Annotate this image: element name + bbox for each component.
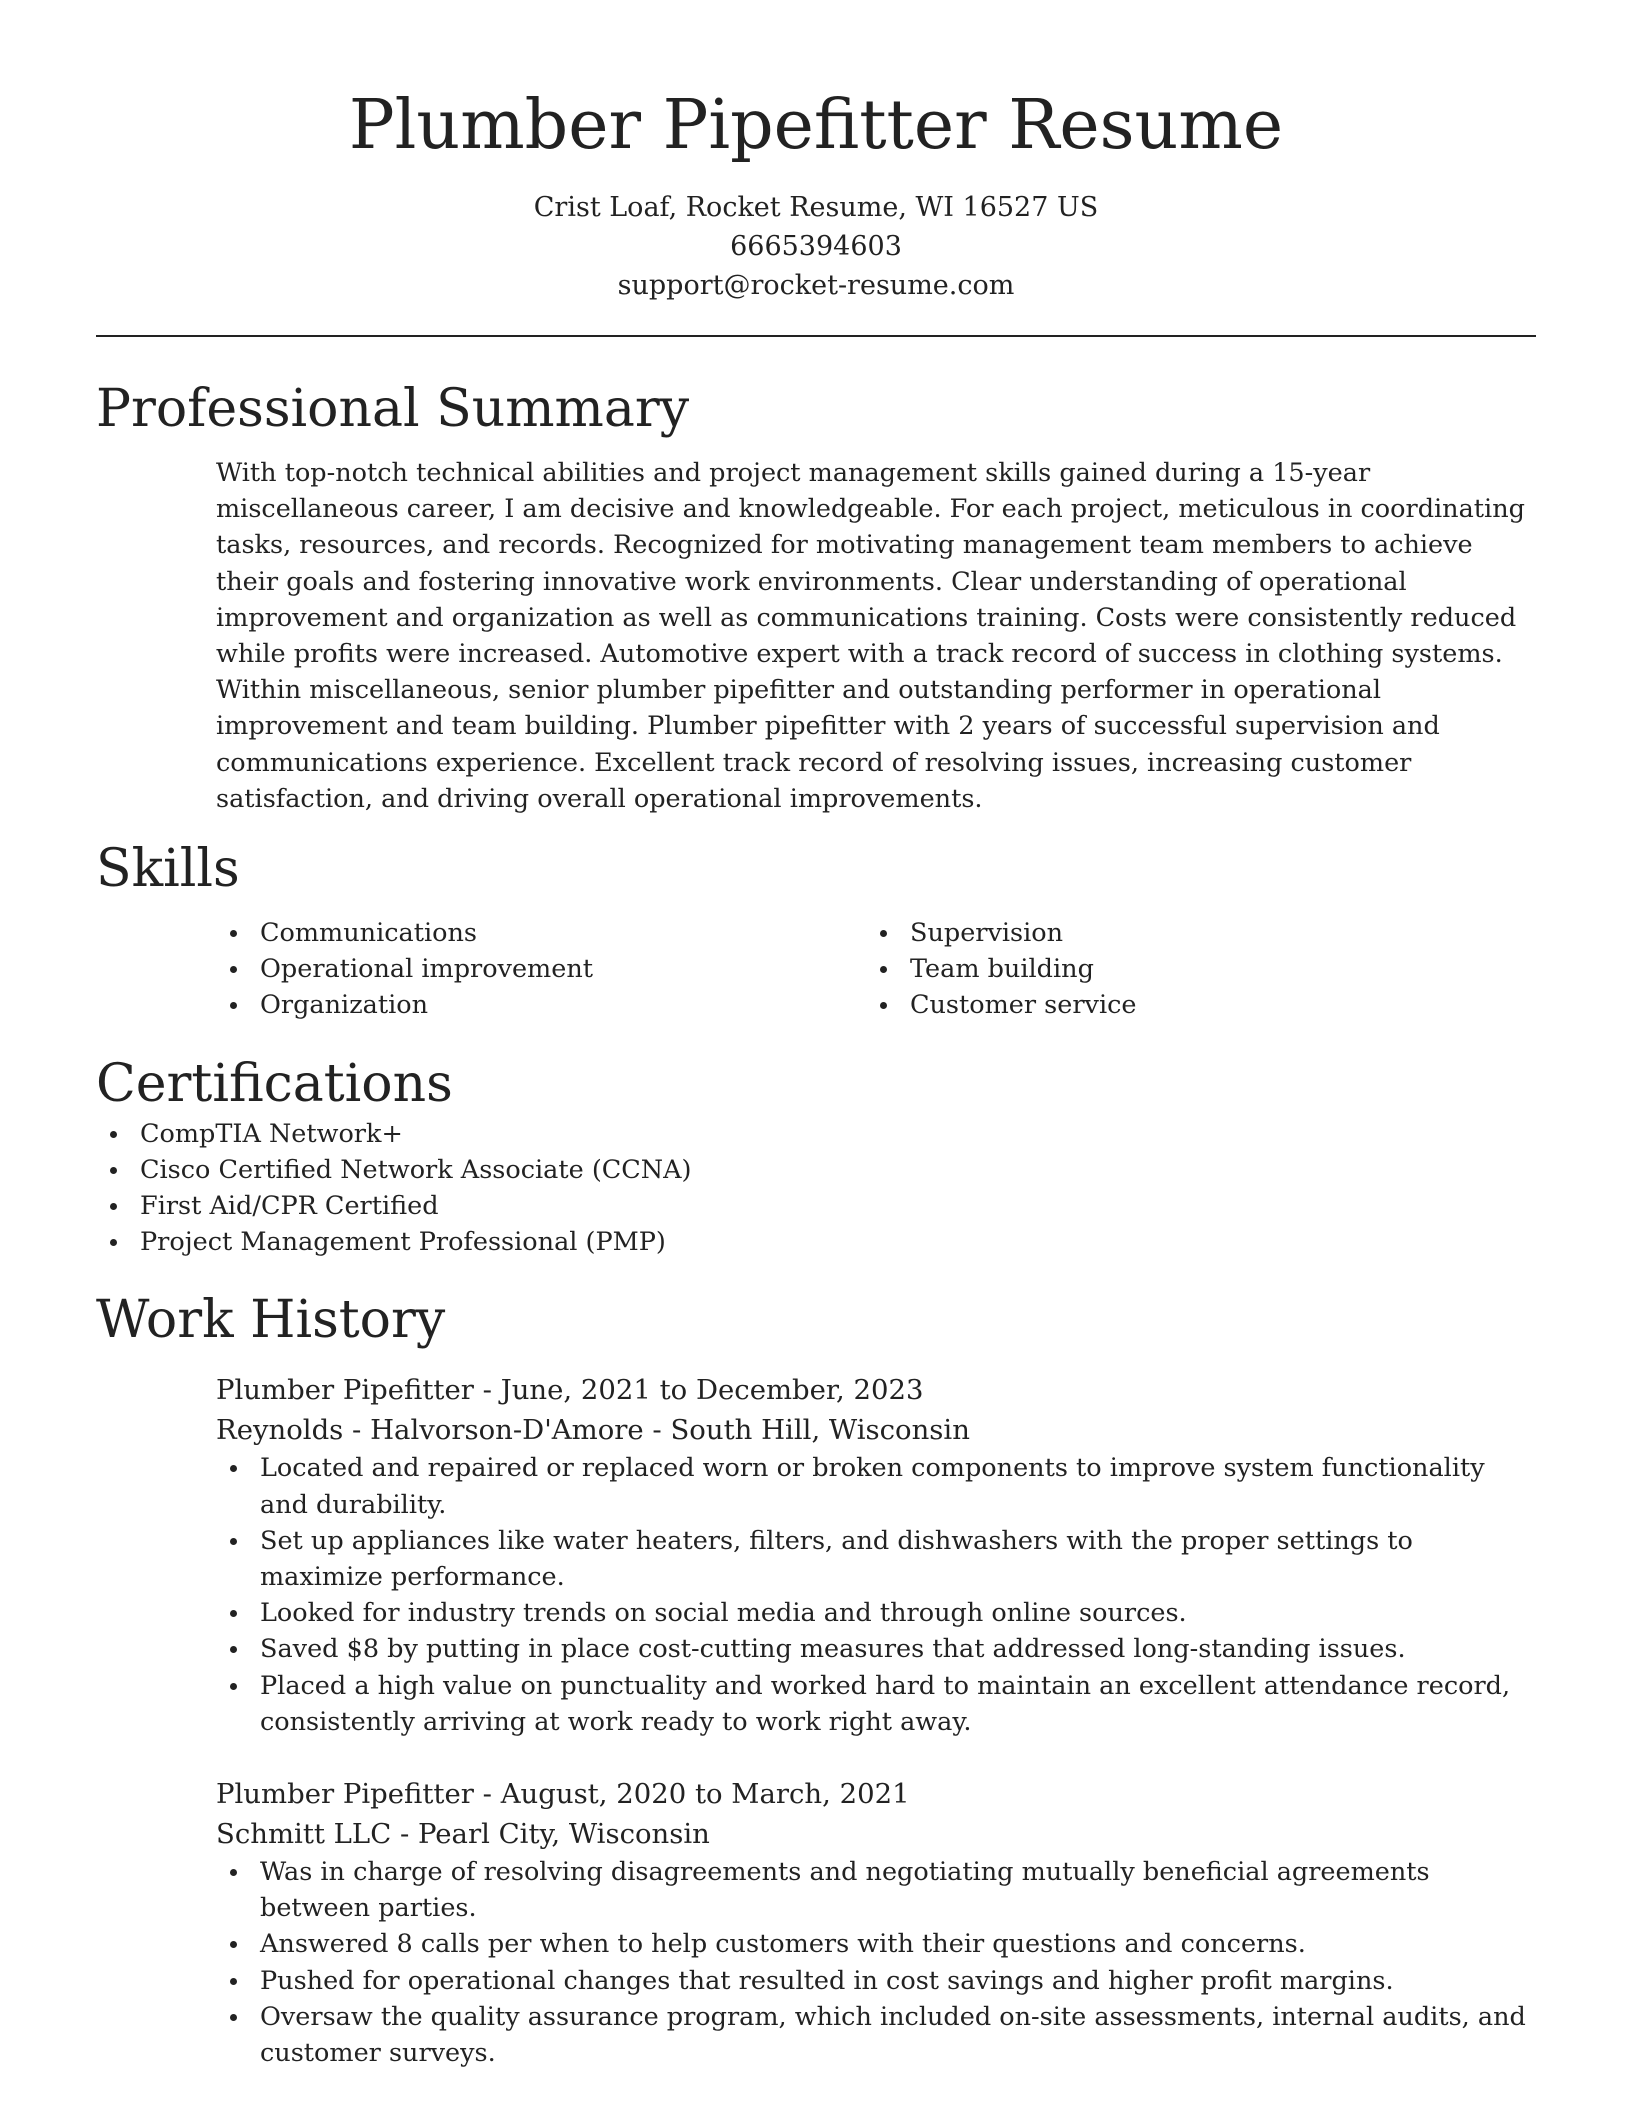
contact-phone: 6665394603: [730, 231, 902, 262]
section-heading-work-history: Work History: [96, 1290, 446, 1351]
skill-item: Organization: [216, 987, 866, 1023]
skills-column-left: [216, 915, 866, 1024]
job-dates: August, 2020 to March, 2021: [500, 1778, 910, 1811]
contact-email: support@rocket-resume.com: [617, 270, 1015, 301]
job-dates: June, 2021 to December, 2023: [500, 1374, 924, 1407]
certification-item: Project Management Professional (PMP): [96, 1224, 1536, 1260]
section-certifications: [96, 1052, 1536, 1261]
job-separator: -: [473, 1374, 501, 1407]
resume-title: Plumber Pipefitter Resume: [348, 86, 1284, 165]
skill-item: Customer service: [866, 987, 1516, 1023]
job-duties-list: [216, 1450, 1536, 1740]
skills-column-right: [866, 915, 1516, 1024]
job-duty-item: Was in charge of resolving disagreements and negotiating mutually beneficial agreements between parties.: [216, 1854, 1536, 1926]
skills-grid: [216, 915, 1536, 1024]
job-duty-item: Answered 8 calls per when to help customers with their questions and concerns.: [216, 1926, 1536, 1962]
section-professional-summary: [96, 377, 1536, 817]
job-separator: -: [473, 1778, 501, 1811]
job-company: Reynolds - Halvorson-D'Amore: [216, 1414, 644, 1447]
job-duty-item: Pushed for operational changes that resulted in cost savings and higher profit margins.: [216, 1963, 1536, 1999]
skill-item: Team building: [866, 951, 1516, 987]
skill-item: Supervision: [866, 915, 1516, 951]
job-separator: -: [643, 1414, 671, 1447]
job-company-line: [216, 1814, 1536, 1854]
job-duty-item: Looked for industry trends on social media and through online sources.: [216, 1595, 1536, 1631]
certification-item: CompTIA Network+: [96, 1116, 1536, 1152]
contact-info: [96, 188, 1536, 305]
job-title: Plumber Pipefitter: [216, 1778, 474, 1811]
job-company: Schmitt LLC: [216, 1818, 392, 1851]
summary-paragraph: With top-notch technical abilities and project management skills gained during a 15-year miscellaneous career, I am decisive and knowledgeable. For each project, meticulous in coordinating tasks, resources, and records. Recognized for motivating management team members to achieve their goals and fostering innovative work environments. Clear understanding of operational improvement and organization as well as communications training. Costs were consistently reduced while profits were increased. Automotive expert with a track record of success in clothing systems. Within miscellaneous, senior plumber pipefitter and outstanding performer in operational improvement and team building. Plumber pipefitter with 2 years of successful supervision and communications experience. Excellent track record of resolving issues, increasing customer satisfaction, and driving overall operational improvements.: [216, 458, 1525, 814]
job-separator: -: [391, 1818, 419, 1851]
job-duties-list: [216, 1854, 1536, 2071]
job-duty-item: Set up appliances like water heaters, filters, and dishwashers with the proper settings to maximize performance.: [216, 1523, 1536, 1595]
job-duty-item: Placed a high value on punctuality and worked hard to maintain an excellent attendance record, consistently arriving at work ready to work right away.: [216, 1668, 1536, 1740]
job-duty-item: Saved $8 by putting in place cost-cutting measures that addressed long-standing issues.: [216, 1631, 1536, 1667]
section-heading-certifications: Certifications: [96, 1053, 453, 1114]
job-location: South Hill, Wisconsin: [670, 1414, 970, 1447]
job-location: Pearl City, Wisconsin: [418, 1818, 710, 1851]
section-heading-skills: Skills: [96, 839, 240, 900]
contact-address: Crist Loaf, Rocket Resume, WI 16527 US: [533, 192, 1099, 223]
section-skills: [96, 837, 1536, 1024]
job-entry: [216, 1774, 1536, 2071]
section-heading-summary: Professional Summary: [96, 379, 690, 439]
job-entry: [216, 1370, 1536, 1740]
section-work-history: [96, 1288, 1536, 2071]
certification-item: Cisco Certified Network Associate (CCNA): [96, 1152, 1536, 1188]
job-duty-item: Oversaw the quality assurance program, which included on-site assessments, internal audits, and customer surveys.: [216, 1999, 1536, 2071]
header-divider: [96, 335, 1536, 337]
job-title: Plumber Pipefitter: [216, 1374, 474, 1407]
skill-item: Operational improvement: [216, 951, 866, 987]
certifications-list: [96, 1116, 1536, 1261]
job-company-line: [216, 1410, 1536, 1450]
certification-item: First Aid/CPR Certified: [96, 1188, 1536, 1224]
job-title-line: [216, 1774, 1536, 1814]
skill-item: Communications: [216, 915, 866, 951]
job-title-line: [216, 1370, 1536, 1410]
job-duty-item: Located and repaired or replaced worn or broken components to improve system functionality and durability.: [216, 1450, 1536, 1522]
resume-header: [96, 0, 1536, 305]
